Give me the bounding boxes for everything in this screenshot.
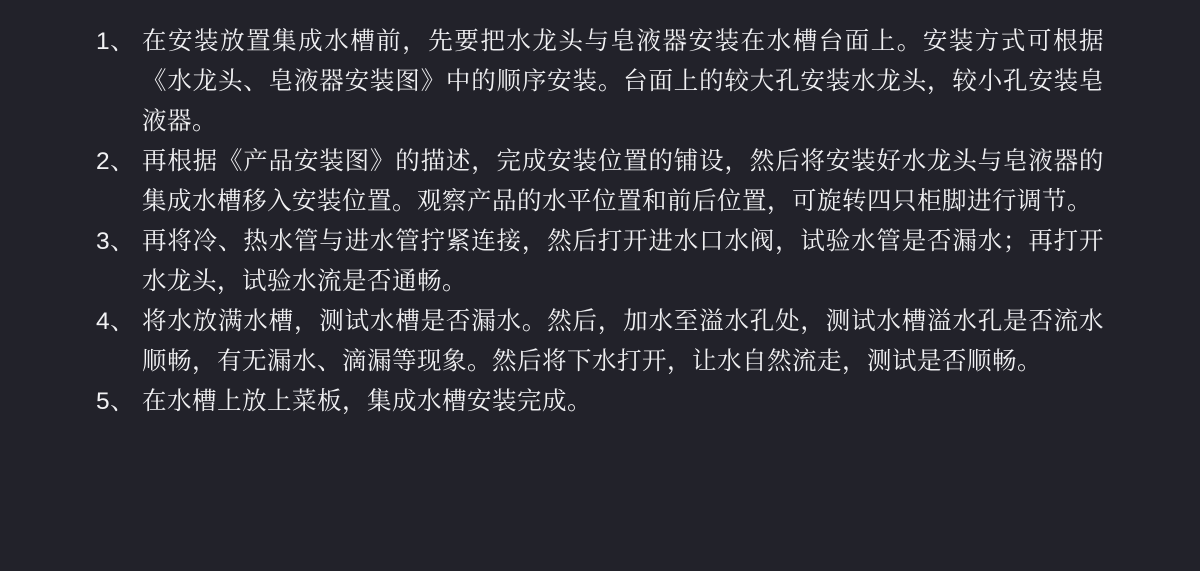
- step-marker: 3、: [96, 228, 136, 255]
- list-item: [96, 222, 1104, 302]
- list-item: [96, 142, 1104, 222]
- step-marker: 4、: [96, 308, 136, 335]
- list-item: [96, 302, 1104, 382]
- installation-steps-list: [96, 22, 1104, 422]
- step-text: 在水槽上放上菜板，集成水槽安装完成。: [142, 388, 592, 415]
- step-marker: 1、: [96, 28, 136, 55]
- step-text: 将水放满水槽，测试水槽是否漏水。然后，加水至溢水孔处，测试水槽溢水孔是否流水顺畅，有无漏水、滴漏等现象。然后将下水打开，让水自然流走，测试是否顺畅。: [142, 308, 1104, 375]
- step-marker: 2、: [96, 148, 136, 175]
- step-marker: 5、: [96, 388, 136, 415]
- step-text: 再根据《产品安装图》的描述，完成安装位置的铺设，然后将安装好水龙头与皂液器的集成水槽移入安装位置。观察产品的水平位置和前后位置，可旋转四只柜脚进行调节。: [142, 148, 1104, 215]
- list-item: [96, 382, 1104, 422]
- step-text: 再将冷、热水管与进水管拧紧连接，然后打开进水口水阀，试验水管是否漏水；再打开水龙头，试验水流是否通畅。: [142, 228, 1104, 295]
- step-text: 在安装放置集成水槽前，先要把水龙头与皂液器安装在水槽台面上。安装方式可根据《水龙头、皂液器安装图》中的顺序安装。台面上的较大孔安装水龙头，较小孔安装皂液器。: [142, 28, 1104, 135]
- list-item: [96, 22, 1104, 142]
